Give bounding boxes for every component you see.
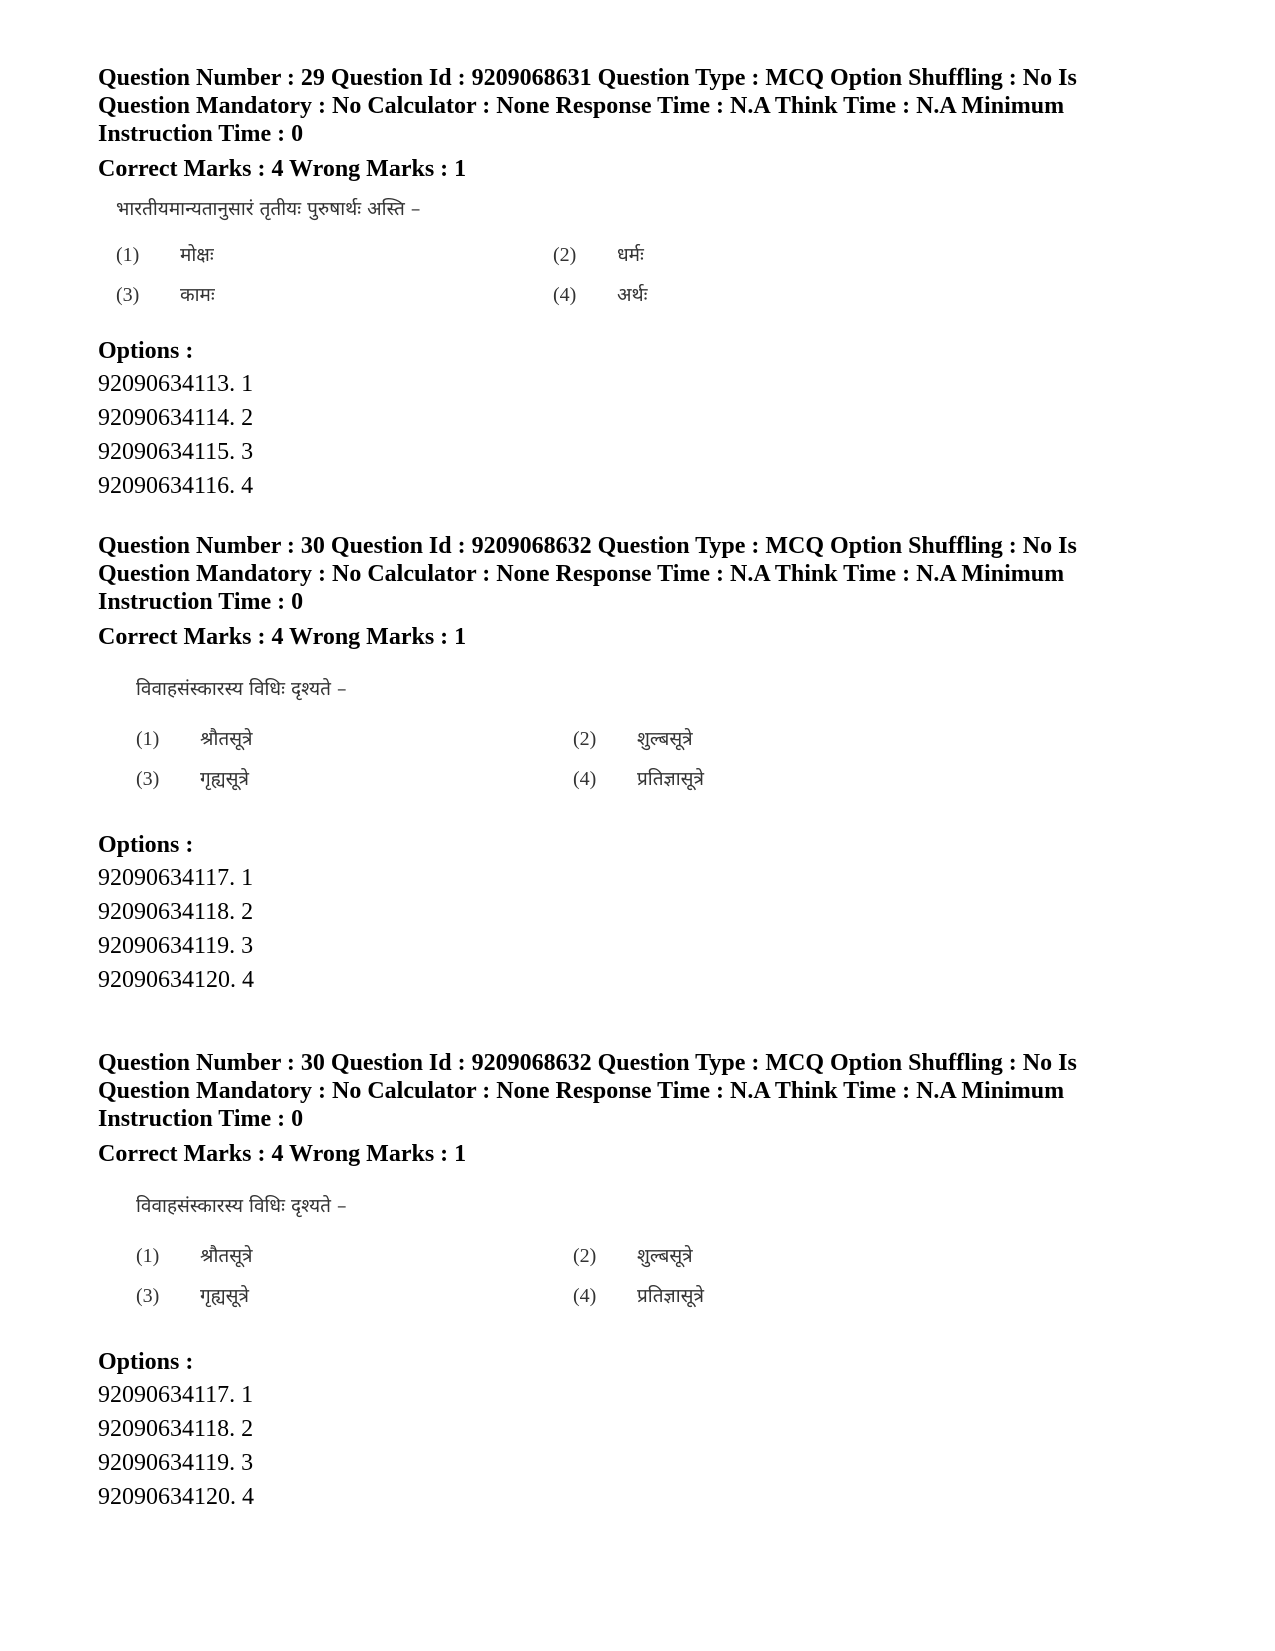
choice-text: श्रौतसूत्रे [200, 1245, 253, 1267]
option-item: 92090634113. 1 [98, 371, 254, 397]
question-header: Question Number : 29 Question Id : 9209068631 Question Type : MCQ Option Shuffling : No Is Question Mandatory : No Calculator : None Response Time : N.A Think Time : N.A Minimum Instruction Time : 0 [98, 65, 1077, 147]
question-stem: विवाहसंस्कारस्य विधिः दृश्यते – [136, 678, 347, 700]
option-item: 92090634119. 3 [98, 1450, 254, 1476]
choice-number: (1) [136, 1245, 160, 1267]
question-block [98, 64, 1138, 503]
choice-text: धर्मः [617, 244, 644, 266]
choice-text: गृह्यसूत्रे [200, 768, 249, 790]
question-block [98, 1049, 1138, 1514]
question-header: Question Number : 30 Question Id : 9209068632 Question Type : MCQ Option Shuffling : No Is Question Mandatory : No Calculator : None Response Time : N.A Think Time : N.A Minimum Instruction Time : 0 [98, 533, 1077, 615]
choice-text: मोक्षः [180, 244, 214, 266]
choice-number: (4) [573, 768, 597, 790]
choice-number: (1) [116, 244, 140, 266]
options-list [98, 367, 1138, 503]
option-item: 92090634115. 3 [98, 439, 254, 465]
options-label: Options : [98, 832, 194, 858]
options-label: Options : [98, 1349, 194, 1375]
choice-number: (2) [553, 244, 577, 266]
choice-number: (4) [553, 284, 577, 306]
option-item: 92090634120. 4 [98, 967, 254, 993]
question-block [98, 532, 1138, 997]
choice-text: प्रतिज्ञासूत्रे [637, 768, 704, 790]
choice-2 [573, 725, 693, 751]
choice-number: (3) [116, 284, 140, 306]
choice-1 [136, 725, 253, 751]
choice-4 [573, 1282, 704, 1308]
option-item: 92090634116. 4 [98, 473, 254, 499]
option-item: 92090634120. 4 [98, 1484, 254, 1510]
options-list [98, 861, 1138, 997]
choice-number: (2) [573, 728, 597, 750]
question-stem: भारतीयमान्यतानुसारं तृतीयः पुरुषार्थः अस्ति – [116, 198, 421, 220]
marks-line: Correct Marks : 4 Wrong Marks : 1 [98, 1141, 467, 1167]
option-item: 92090634119. 3 [98, 933, 254, 959]
option-item: 92090634117. 1 [98, 1382, 254, 1408]
marks-line: Correct Marks : 4 Wrong Marks : 1 [98, 624, 467, 650]
question-header: Question Number : 30 Question Id : 9209068632 Question Type : MCQ Option Shuffling : No Is Question Mandatory : No Calculator : None Response Time : N.A Think Time : N.A Minimum Instruction Time : 0 [98, 1050, 1077, 1132]
choice-number: (3) [136, 768, 160, 790]
option-item: 92090634114. 2 [98, 405, 254, 431]
option-item: 92090634117. 1 [98, 865, 254, 891]
choice-text: अर्थः [617, 284, 648, 306]
choice-text: श्रौतसूत्रे [200, 728, 253, 750]
choice-2 [553, 241, 644, 267]
choice-number: (4) [573, 1285, 597, 1307]
choice-text: शुल्बसूत्रे [637, 728, 693, 750]
options-list [98, 1378, 1138, 1514]
choice-4 [573, 765, 704, 791]
choice-2 [573, 1242, 693, 1268]
question-image [98, 651, 1138, 831]
choice-4 [553, 281, 648, 307]
option-item: 92090634118. 2 [98, 899, 254, 925]
choice-number: (2) [573, 1245, 597, 1267]
choice-number: (3) [136, 1285, 160, 1307]
choice-3 [116, 281, 215, 307]
choice-number: (1) [136, 728, 160, 750]
choice-3 [136, 765, 249, 791]
choice-text: प्रतिज्ञासूत्रे [637, 1285, 704, 1307]
choice-text: शुल्बसूत्रे [637, 1245, 693, 1267]
choice-1 [136, 1242, 253, 1268]
choice-3 [136, 1282, 249, 1308]
options-label: Options : [98, 338, 194, 364]
choice-1 [116, 241, 214, 267]
choice-text: गृह्यसूत्रे [200, 1285, 249, 1307]
choice-text: कामः [180, 284, 215, 306]
marks-line: Correct Marks : 4 Wrong Marks : 1 [98, 156, 467, 182]
question-image [98, 183, 1138, 337]
option-item: 92090634118. 2 [98, 1416, 254, 1442]
question-stem: विवाहसंस्कारस्य विधिः दृश्यते – [136, 1195, 347, 1217]
question-image [98, 1168, 1138, 1348]
